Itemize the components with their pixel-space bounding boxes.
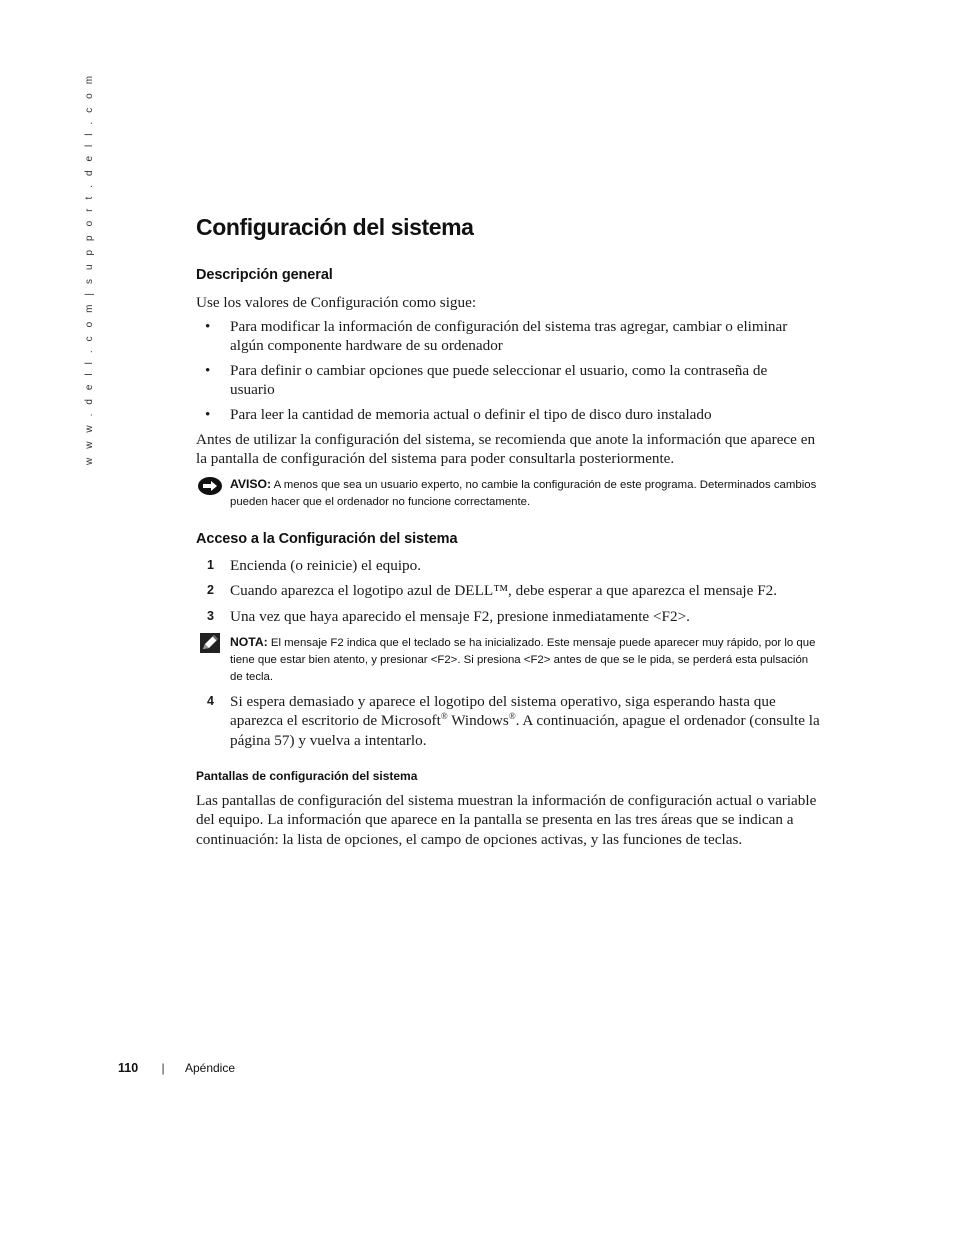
- heading-screens: Pantallas de configuración del sistema: [196, 769, 418, 783]
- footer-separator: |: [161, 1061, 165, 1075]
- list-item-text: Para modificar la información de configuración del sistema tras agregar, cambiar o eliminar algún componente hardware de su ordenador: [230, 318, 788, 355]
- note-callout: [196, 634, 821, 687]
- notice-callout: [196, 476, 821, 511]
- list-item: [196, 361, 821, 400]
- notice-arrow-icon: [197, 476, 223, 502]
- step-number: 1: [207, 558, 214, 572]
- step-text: Encienda (o reinicie) el equipo.: [230, 557, 422, 574]
- notice-text: A menos que sea un usuario experto, no cambie la configuración de este programa. Determinados cambios pueden hacer que el ordenador no funcione correctamente.: [230, 479, 817, 509]
- registered-mark: ®: [508, 711, 516, 722]
- side-url: w w w . d e l l . c o m | s u p p o r t . d e l l . c o m: [84, 72, 95, 465]
- list-item-text: Para definir o cambiar opciones que puede seleccionar el usuario, como la contraseña de usuario: [230, 361, 768, 399]
- step-text-part: Si espera demasiado y aparece el logotipo del sistema operativo, siga esperando hasta que aparezca el escritorio de Microsoft: [230, 693, 776, 730]
- step-text-part: Windows: [447, 712, 509, 730]
- list-item: [196, 581, 821, 600]
- step-number: 2: [207, 583, 214, 598]
- note-text: El mensaje F2 indica que el teclado se ha inicializado. Este mensaje puede aparecer muy rápido, por lo que tiene que estar bien atento, y presionar <F2>. Si presiona <F2> antes de que se le pida, se perderá esta pulsación de tecla.: [230, 637, 816, 684]
- list-item: [196, 556, 821, 575]
- page-footer: [118, 1061, 235, 1075]
- access-steps-list: [196, 556, 821, 626]
- list-item: [196, 692, 821, 750]
- step-text: Una vez que haya aparecido el mensaje F2, presione inmediatamente <F2>.: [230, 607, 690, 625]
- step-text: [230, 693, 820, 749]
- bullet-marker: •: [205, 405, 211, 423]
- access-steps-continued: [196, 692, 821, 750]
- overview-bullet-list: [196, 317, 821, 424]
- bullet-marker: •: [205, 361, 211, 379]
- note-pencil-icon: [199, 632, 221, 660]
- footer-section-name: Apéndice: [184, 1061, 236, 1075]
- list-item-text: Para leer la cantidad de memoria actual o definir el tipo de disco duro instalado: [230, 405, 712, 423]
- notice-label: AVISO:: [230, 477, 272, 491]
- registered-mark: ®: [440, 711, 448, 722]
- step-text: Cuando aparezca el logotipo azul de DELL™, debe esperar a que aparezca el mensaje F2.: [230, 582, 778, 600]
- overview-paragraph: Antes de utilizar la configuración del sistema, se recomienda que anote la información que aparece en la pantalla de configuración del sistema para poder consultarla posteriormente.: [196, 431, 816, 468]
- screens-paragraph: Las pantallas de configuración del sistema muestran la información de configuración actual o variable del equipo. La información que aparece en la pantalla se presenta en las tres áreas que se indican a continuación: la lista de opciones, el campo de opciones activas, y las funciones de teclas.: [196, 792, 817, 848]
- overview-intro: Use los valores de Configuración como sigue:: [196, 294, 477, 311]
- step-number: 3: [207, 608, 214, 623]
- list-item: [196, 607, 821, 626]
- list-item: [196, 317, 821, 356]
- heading-access: Acceso a la Configuración del sistema: [196, 531, 458, 547]
- note-label: NOTA:: [230, 635, 268, 649]
- page-number: 110: [118, 1061, 139, 1075]
- heading-overview: Descripción general: [196, 267, 333, 283]
- step-number: 4: [207, 694, 214, 708]
- bullet-marker: •: [205, 318, 211, 335]
- step-text-part: . A continuación, apague el ordenador (consulte la página 57) y vuelva a intentarlo.: [230, 712, 820, 749]
- list-item: [196, 405, 821, 424]
- page-title: Configuración del sistema: [196, 214, 474, 240]
